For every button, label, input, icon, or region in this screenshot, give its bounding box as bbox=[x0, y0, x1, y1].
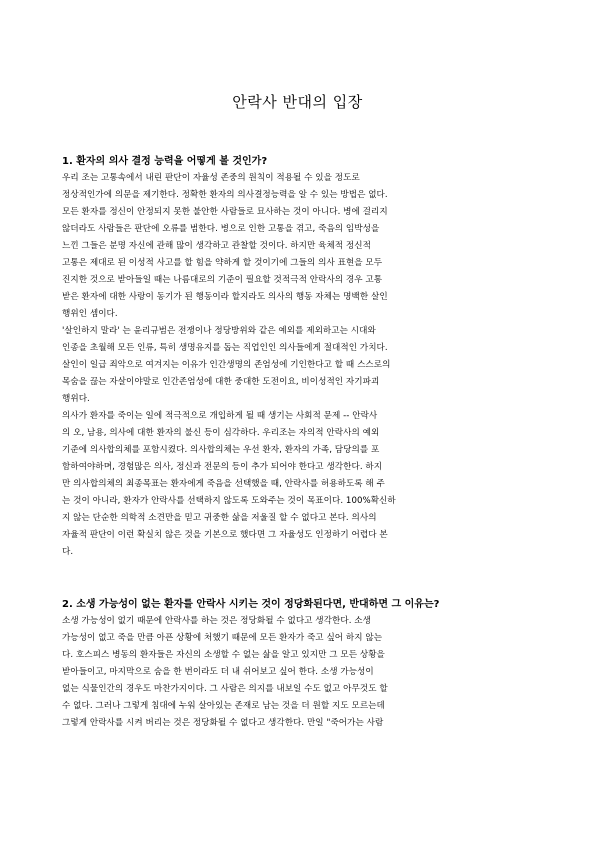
section-2-heading: 2. 소생 가능성이 없는 환자를 안락사 시키는 것이 정당화된다면, 반대하면 그 이유는? bbox=[62, 599, 440, 610]
body-line: 는 것이 아니라, 환자가 안락사를 선택하지 않도록 도와주는 것이 목표이다. 100%확신하 bbox=[62, 496, 396, 506]
body-line: 살인이 일급 죄악으로 여겨지는 이유가 인간생명의 존엄성에 기인한다고 할 때 스스로의 bbox=[62, 360, 391, 370]
body-line: 목숨을 끊는 자살이야말로 인간존엄성에 대한 중대한 도전이요, 비이성적인 자기파괴 bbox=[62, 377, 380, 387]
body-line: 인종을 초월해 모든 인류, 특히 생명유지를 돕는 직업인인 의사들에게 절대적인 가치다. bbox=[62, 343, 388, 353]
body-line: 자율적 판단이 이런 확실치 않은 것을 기본으로 했다면 그 자율성도 인정하기 어렵다 본 bbox=[62, 530, 388, 540]
body-line: 않더라도 사람들은 판단에 오류를 범한다. 병으로 인한 고통을 겪고, 죽음의 임박성을 bbox=[62, 224, 380, 234]
body-line: 소생 가능성이 없기 때문에 안락사를 하는 것은 정당화될 수 없다고 생각한다. 소생 bbox=[62, 616, 371, 626]
body-line: '살인하지 말라' 는 윤리규범은 전쟁이나 정당방위와 같은 예외를 제외하고는 시대와 bbox=[62, 326, 376, 336]
body-line: 받아들이고, 마지막으로 숨을 한 번이라도 더 내 쉬어보고 싶어 한다. 소생 가능성이 bbox=[62, 667, 374, 677]
body-line: 기준에 의사합의체를 포함시켰다. 의사합의체는 우선 환자, 환자의 가족, 담당의를 포 bbox=[62, 445, 380, 455]
section-1 bbox=[62, 153, 522, 561]
body-line: 의 오, 남용, 의사에 대한 환자의 불신 등이 심각하다. 우리조는 자의적 안락사의 예외 bbox=[62, 428, 380, 438]
body-line: 지 않는 단순한 의학적 소견만을 믿고 귀중한 삶을 저울질 할 수 없다고 본다. 의사의 bbox=[62, 513, 377, 523]
body-line: 만 의사합의체의 최종목표는 환자에게 죽음을 선택했을 때, 안락사를 허용하도록 해 주 bbox=[62, 479, 385, 489]
body-line: 수 없다. 그러나 그렇게 침대에 누워 살아있는 존재로 남는 것을 더 원할 지도 모르는데 bbox=[62, 701, 385, 711]
body-line: 다. bbox=[62, 547, 74, 557]
body-line: 느낀 그들은 분명 자신에 관해 많이 생각하고 관찰할 것이다. 하지만 육체적 정신적 bbox=[62, 241, 371, 251]
section-2 bbox=[62, 596, 522, 732]
body-line: 모든 환자를 정신이 안정되지 못한 불안한 사람들로 묘사하는 것이 아니다. 병에 걸리지 bbox=[62, 207, 388, 217]
body-line: 가능성이 없고 죽을 만큼 아픈 상황에 처했기 때문에 모든 환자가 죽고 싶어 하지 않는 bbox=[62, 633, 383, 643]
body-line: 받은 환자에 대한 사랑이 동기가 된 행동이라 할지라도 의사의 행동 자체는 명백한 살인 bbox=[62, 292, 388, 302]
body-line: 정상적인가에 의문을 제기한다. 정확한 환자의 의사결정능력을 알 수 있는 방법은 없다. bbox=[62, 190, 388, 200]
document-title: 안락사 반대의 입장 bbox=[232, 93, 363, 111]
body-line: 없는 식물인간의 경우도 마찬가지이다. 그 사람은 의지를 내보일 수도 없고 아무것도 할 bbox=[62, 684, 388, 694]
body-line: 함하여야하며, 경험많은 의사, 정신과 전문의 등이 추가 되어야 한다고 생각한다. 하지 bbox=[62, 462, 383, 472]
body-line: 행위인 셈이다. bbox=[62, 309, 118, 319]
body-line: 우리 조는 고통속에서 내린 판단이 자율성 존중의 원칙이 적용될 수 있을 정도로 bbox=[62, 173, 360, 183]
body-line: 진지한 것으로 받아들일 때는 나름대로의 기준이 필요할 것적극적 안락사의 경우 고통 bbox=[62, 275, 383, 285]
section-2-body bbox=[62, 613, 522, 732]
body-line: 의사가 환자를 죽이는 일에 적극적으로 개입하게 될 때 생기는 사회적 문제 -- 안락사 bbox=[62, 411, 378, 421]
body-line: 그렇게 안락사를 시켜 버리는 것은 정당화될 수 없다고 생각한다. 만일 "죽어가는 사람 bbox=[62, 718, 384, 728]
section-1-heading: 1. 환자의 의사 결정 능력을 어떻게 볼 것인가? bbox=[62, 156, 268, 167]
body-line: 다. 호스피스 병동의 환자들은 자신의 소생할 수 없는 삶을 알고 있지만 그 모든 상황을 bbox=[62, 650, 385, 660]
body-line: 고통은 제대로 된 이성적 사고를 할 힘을 약하게 할 것이기에 그들의 의사 표현을 모두 bbox=[62, 258, 383, 268]
body-line: 행위다. bbox=[62, 394, 90, 404]
section-1-body bbox=[62, 170, 522, 561]
